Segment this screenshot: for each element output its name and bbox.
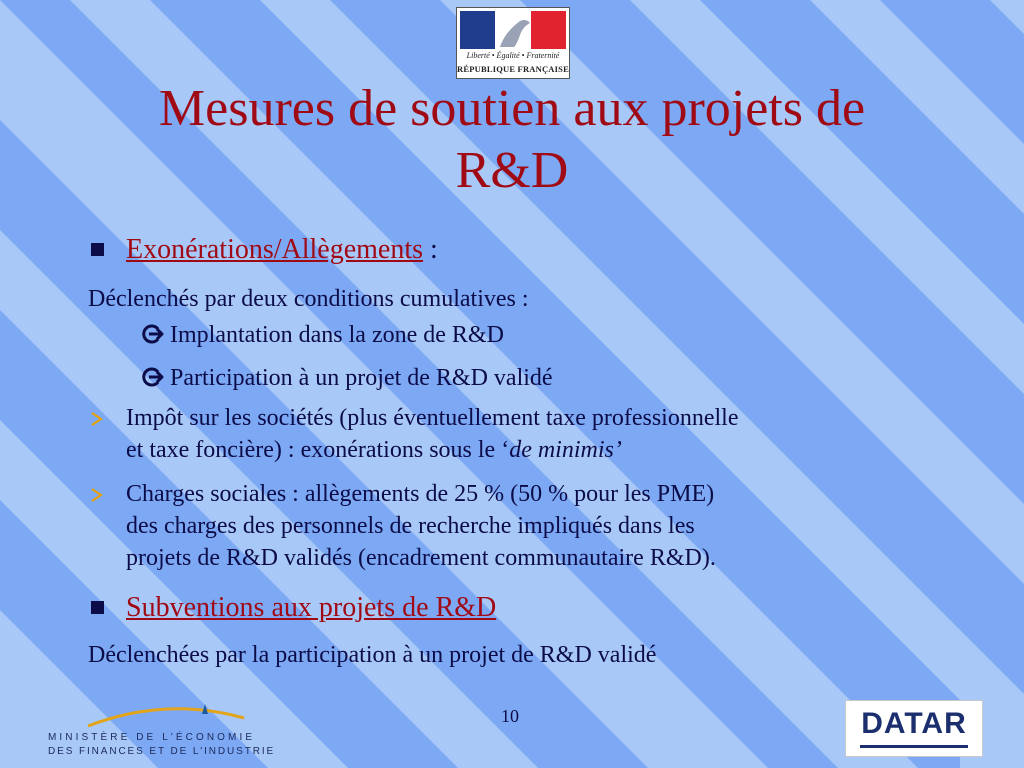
chevron-right-icon — [90, 488, 103, 502]
datar-logo-text: DATAR — [861, 707, 967, 740]
condition-item: Implantation dans la zone de R&D — [170, 322, 504, 348]
section-heading-link[interactable]: Exonérations/Allègements — [126, 234, 424, 265]
section-heading-exonerations — [126, 234, 438, 266]
section-intro: Déclenchés par deux conditions cumulatives : — [88, 286, 529, 312]
french-flag-icon — [460, 11, 566, 49]
republique-francaise-logo — [456, 7, 570, 79]
list-item-line: Charges sociales : allègements de 25 % (50 % pour les PME) — [126, 481, 715, 507]
arrow-right-circle-icon — [142, 366, 164, 388]
heading-suffix: : — [423, 234, 438, 265]
list-item-line: des charges des personnels de recherche impliqués dans les — [126, 513, 695, 539]
title-line-1: Mesures de soutien aux projets de — [158, 80, 866, 137]
list-item-line — [126, 436, 622, 464]
arrow-right-circle-icon — [142, 323, 164, 345]
list-item-line: projets de R&D validés (encadrement communautaire R&D). — [126, 545, 716, 571]
page-title — [60, 78, 964, 202]
page-number: 10 — [501, 706, 519, 726]
ministry-name-line-1: MINISTÈRE DE L'ÉCONOMIE — [48, 732, 256, 743]
list-item-line: Impôt sur les sociétés (plus éventuellement taxe professionnelle — [126, 405, 739, 431]
condition-item: Participation à un projet de R&D validé — [170, 365, 553, 391]
section-heading-link[interactable]: Subventions aux projets de R&D — [126, 592, 497, 623]
section-heading-subventions — [126, 592, 496, 624]
list-item-italic-text: de minimis’ — [509, 437, 622, 463]
datar-logo — [845, 700, 983, 757]
section-text: Déclenchées par la participation à un projet de R&D validé — [88, 642, 657, 668]
title-line-2: R&D — [455, 142, 569, 199]
ministry-arc-icon — [86, 702, 246, 730]
datar-logo-underline — [860, 745, 968, 748]
logo-country-name: RÉPUBLIQUE FRANÇAISE — [457, 64, 569, 74]
ministry-name-line-2: DES FINANCES ET DE L'INDUSTRIE — [48, 746, 276, 757]
square-bullet-icon — [91, 601, 104, 614]
square-bullet-icon — [91, 243, 104, 256]
chevron-right-icon — [90, 412, 103, 426]
ministry-logo — [48, 702, 288, 762]
logo-motto: Liberté • Égalité • Fraternité — [466, 51, 560, 60]
list-item-text: et taxe foncière) : exonérations sous le ‘ — [126, 437, 510, 463]
